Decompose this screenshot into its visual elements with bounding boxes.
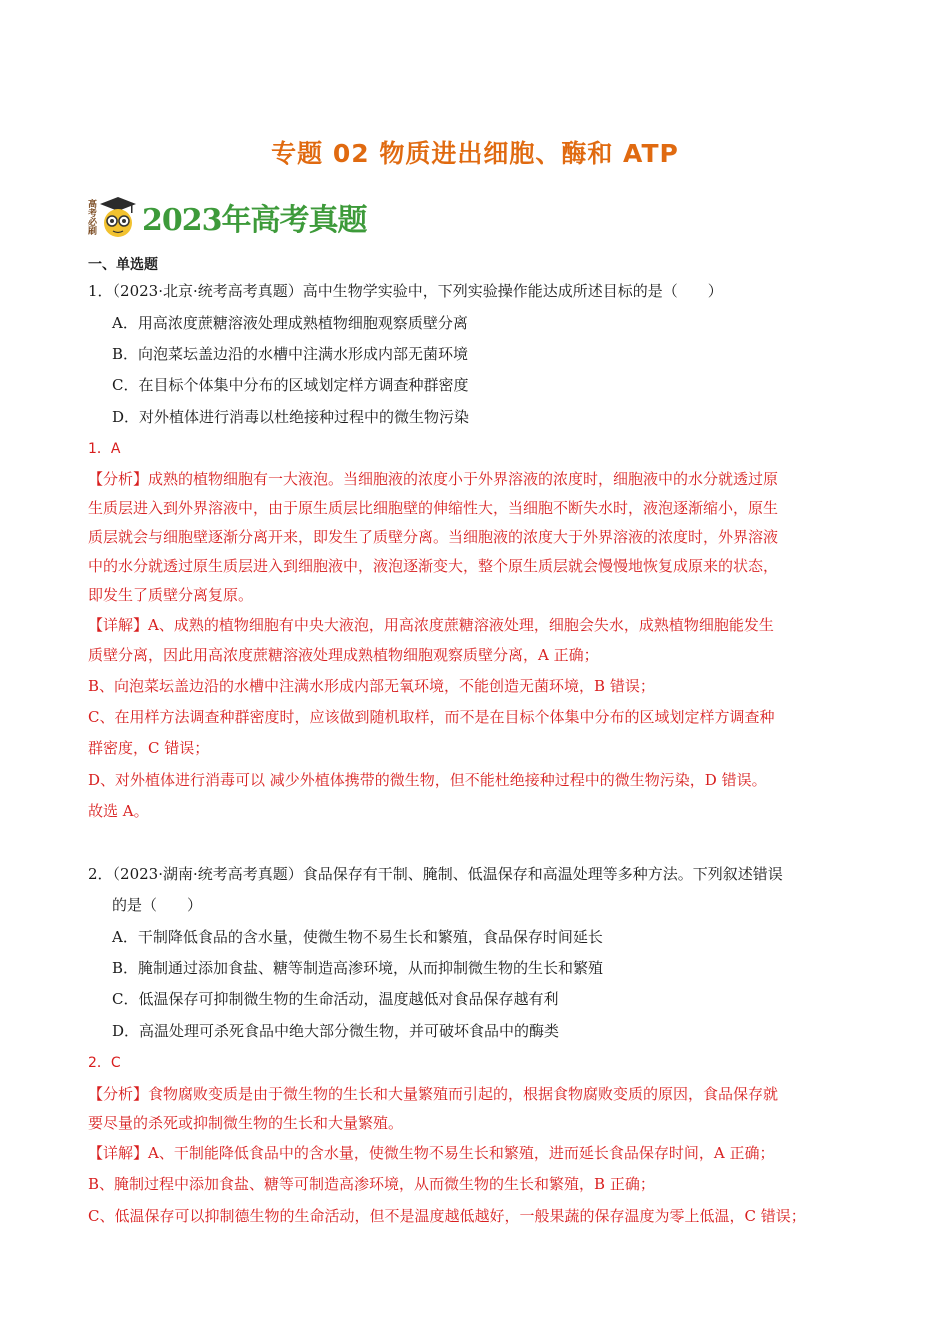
question-1-analysis-line: 生质层进入到外界溶液中，由于原生质层比细胞壁的伸缩性大，当细胞不断失水时，液泡逐渐缩小，原生 xyxy=(88,499,779,517)
question-2-stem-line: 的是（ ） xyxy=(112,896,203,914)
question-2-analysis-line: 【分析】食物腐败变质是由于微生物的生长和大量繁殖而引起的，根据食物腐败变质的原因，食品保存就 xyxy=(88,1085,779,1103)
banner-vertical-label: 高考必刷 xyxy=(86,199,96,235)
question-1-analysis-line: 即发生了质壁分离复原。 xyxy=(88,586,254,604)
banner-heading: 2023年高考真题 xyxy=(142,203,367,238)
question-1-detail-line: 群密度，C 错误； xyxy=(88,739,210,757)
question-1-detail-line: 故选 A。 xyxy=(88,802,149,820)
section-banner xyxy=(86,192,367,242)
page-title: 专题 02 物质进出细胞、酶和 ATP xyxy=(271,139,679,168)
question-1-analysis-line: 质层就会与细胞壁逐渐分离开来，即发生了质壁分离。当细胞液的浓度大于外界溶液的浓度时，外界溶液 xyxy=(88,528,779,546)
question-2-option-d: D．高温处理可杀死食品中绝大部分微生物，并可破坏食品中的酶类 xyxy=(112,1022,560,1040)
section-heading: 一、单选题 xyxy=(88,257,158,273)
question-2-option-a: A．干制降低食品的含水量，使微生物不易生长和繁殖，食品保存时间延长 xyxy=(112,928,603,946)
question-2-detail-line: B、腌制过程中添加食盐、糖等可制造高渗环境，从而微生物的生长和繁殖，B 正确； xyxy=(88,1175,655,1193)
question-1-option-d: D．对外植体进行消毒以杜绝接种过程中的微生物污染 xyxy=(112,408,470,426)
question-1-detail-line: 【详解】A、成熟的植物细胞有中央大液泡，用高浓度蔗糖溶液处理，细胞会失水，成熟植物细胞能发生 xyxy=(88,616,774,634)
question-1-option-a: A．用高浓度蔗糖溶液处理成熟植物细胞观察质壁分离 xyxy=(112,314,468,332)
question-2-answer: 2．C xyxy=(88,1055,121,1071)
question-2-stem-line: 2．（2023·湖南·统考高考真题）食品保存有干制、腌制、低温保存和高温处理等多种方法。下列叙述错误 xyxy=(88,865,783,883)
question-2-option-c: C．低温保存可抑制微生物的生命活动，温度越低对食品保存越有利 xyxy=(112,990,559,1008)
question-2-detail-line: 【详解】A、干制能降低食品中的含水量，使微生物不易生长和繁殖，进而延长食品保存时间，A 正确； xyxy=(88,1144,775,1162)
question-1-analysis-line: 【分析】成熟的植物细胞有一大液泡。当细胞液的浓度小于外界溶液的浓度时，细胞液中的水分就透过原 xyxy=(88,470,779,488)
question-1-option-c: C．在目标个体集中分布的区域划定样方调查种群密度 xyxy=(112,376,469,394)
question-2-analysis-line: 要尽量的杀死或抑制微生物的生长和大量繁殖。 xyxy=(88,1114,404,1132)
question-1-option-b: B．向泡菜坛盖边沿的水槽中注满水形成内部无菌环境 xyxy=(112,345,469,363)
question-1-analysis-line: 中的水分就透过原生质层进入到细胞液中，液泡逐渐变大，整个原生质层就会慢慢地恢复成原来的状态， xyxy=(88,557,779,575)
owl-graduate-icon xyxy=(98,195,138,239)
question-1-answer: 1．A xyxy=(88,441,121,457)
question-1-detail-line: 质壁分离，因此用高浓度蔗糖溶液处理成熟植物细胞观察质壁分离，A 正确； xyxy=(88,646,599,664)
question-1-detail-line: D、对外植体进行消毒可以 减少外植体携带的微生物，但不能杜绝接种过程中的微生物污染，D 错误。 xyxy=(88,771,767,789)
question-2-detail-line: C、低温保存可以抑制德生物的生命活动，但不是温度越低越好，一般果蔬的保存温度为零上低温，C 错误； xyxy=(88,1207,806,1225)
question-1-detail-line: C、在用样方法调查种群密度时，应该做到随机取样，而不是在目标个体集中分布的区域划定样方调查种 xyxy=(88,708,775,726)
question-1-stem: 1．（2023·北京·统考高考真题）高中生物学实验中，下列实验操作能达成所述目标的是（ ） xyxy=(88,282,723,300)
question-1-detail-line: B、向泡菜坛盖边沿的水槽中注满水形成内部无氧环境，不能创造无菌环境，B 错误； xyxy=(88,677,655,695)
question-2-option-b: B．腌制通过添加食盐、糖等制造高渗环境，从而抑制微生物的生长和繁殖 xyxy=(112,959,604,977)
